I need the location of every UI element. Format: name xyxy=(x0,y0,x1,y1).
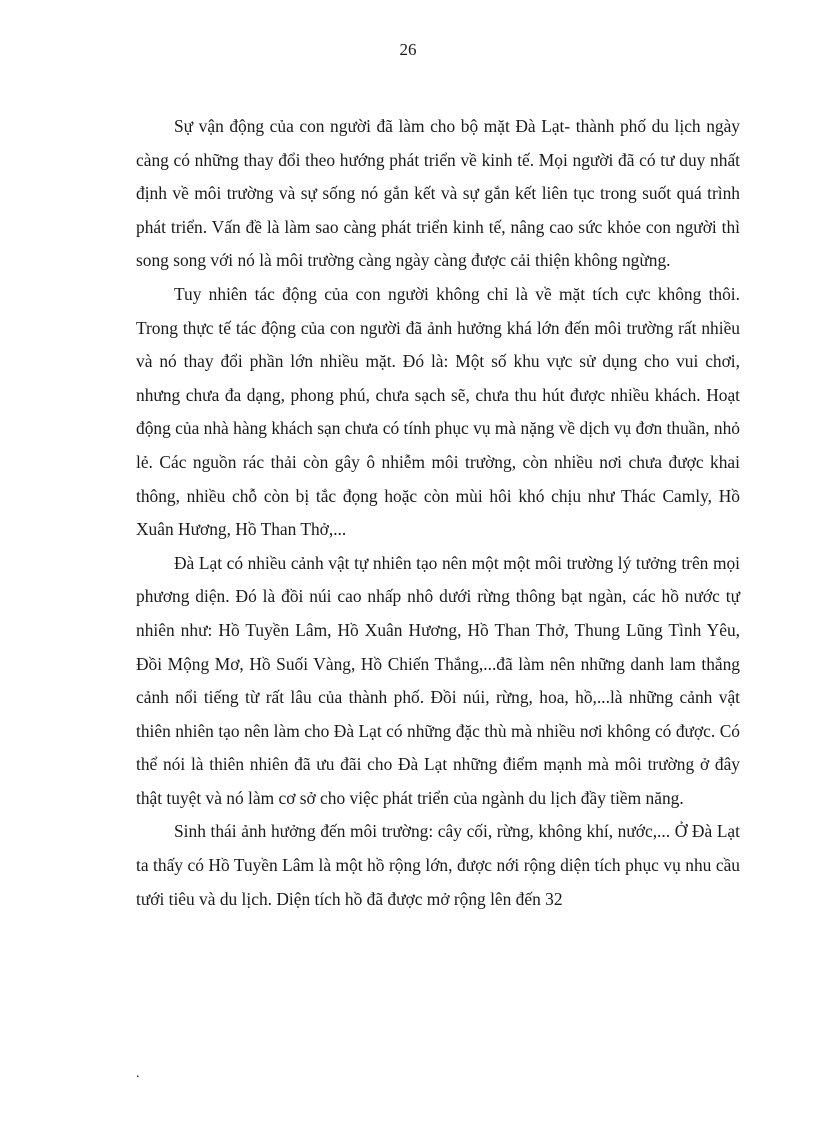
footer-mark: . xyxy=(136,1066,140,1081)
paragraph-4: Sinh thái ảnh hưởng đến môi trường: cây cối, rừng, không khí, nước,... Ở Đà Lạt ta thấy có Hồ Tuyền Lâm là một hồ rộng lớn, được nới rộng diện tích phục vụ nhu cầu tưới tiêu và du lịch. Diện tích hồ đã được mở rộng lên đến 32 xyxy=(136,821,740,909)
page-number: 26 xyxy=(399,40,417,59)
document-body xyxy=(136,110,740,916)
paragraph-3: Đà Lạt có nhiều cảnh vật tự nhiên tạo nên một một môi trường lý tưởng trên mọi phương diện. Đó là đồi núi cao nhấp nhô dưới rừng thông bạt ngàn, các hồ nước tự nhiên như: Hồ Tuyền Lâm, Hồ Xuân Hương, Hồ Than Thở, Thung Lũng Tình Yêu, Đồi Mộng Mơ, Hồ Suối Vàng, Hồ Chiến Thắng,...đã làm nên những danh lam thắng cảnh nổi tiếng từ rất lâu của thành phố. Đồi núi, rừng, hoa, hồ,...là những cảnh vật thiên nhiên tạo nên làm cho Đà Lạt có những đặc thù mà nhiều nơi không có được. Có thể nói là thiên nhiên đã ưu đãi cho Đà Lạt những điểm mạnh mà môi trường ở đây thật tuyệt và nó làm cơ sở cho việc phát triển của ngành du lịch đầy tiềm năng. xyxy=(136,552,740,808)
paragraph-2: Tuy nhiên tác động của con người không chỉ là về mặt tích cực không thôi. Trong thực tế tác động của con người đã ảnh hưởng khá lớn đến môi trường rất nhiều và nó thay đổi phần lớn nhiều mặt. Đó là: Một số khu vực sử dụng cho vui chơi, nhưng chưa đa dạng, phong phú, chưa sạch sẽ, chưa thu hút được nhiều khách. Hoạt động của nhà hàng khách sạn chưa có tính phục vụ mà nặng về dịch vụ đơn thuần, nhỏ lẻ. Các nguồn rác thải còn gây ô nhiễm môi trường, còn nhiều nơi chưa được khai thông, nhiều chỗ còn bị tắc đọng hoặc còn mùi hôi khó chịu như Thác Camly, Hồ Xuân Hương, Hồ Than Thở,... xyxy=(136,283,740,540)
paragraph-1: Sự vận động của con người đã làm cho bộ mặt Đà Lạt- thành phố du lịch ngày càng có những thay đổi theo hướng phát triển về kinh tế. Mọi người đã có tư duy nhất định về môi trường và sự sống nó gắn kết và sự gắn kết liên tục trong suốt quá trình phát triển. Vấn đề là làm sao càng phát triển kinh tế, nâng cao sức khỏe con người thì song song với nó là môi trường càng ngày càng được cải thiện không ngừng. xyxy=(136,116,740,271)
